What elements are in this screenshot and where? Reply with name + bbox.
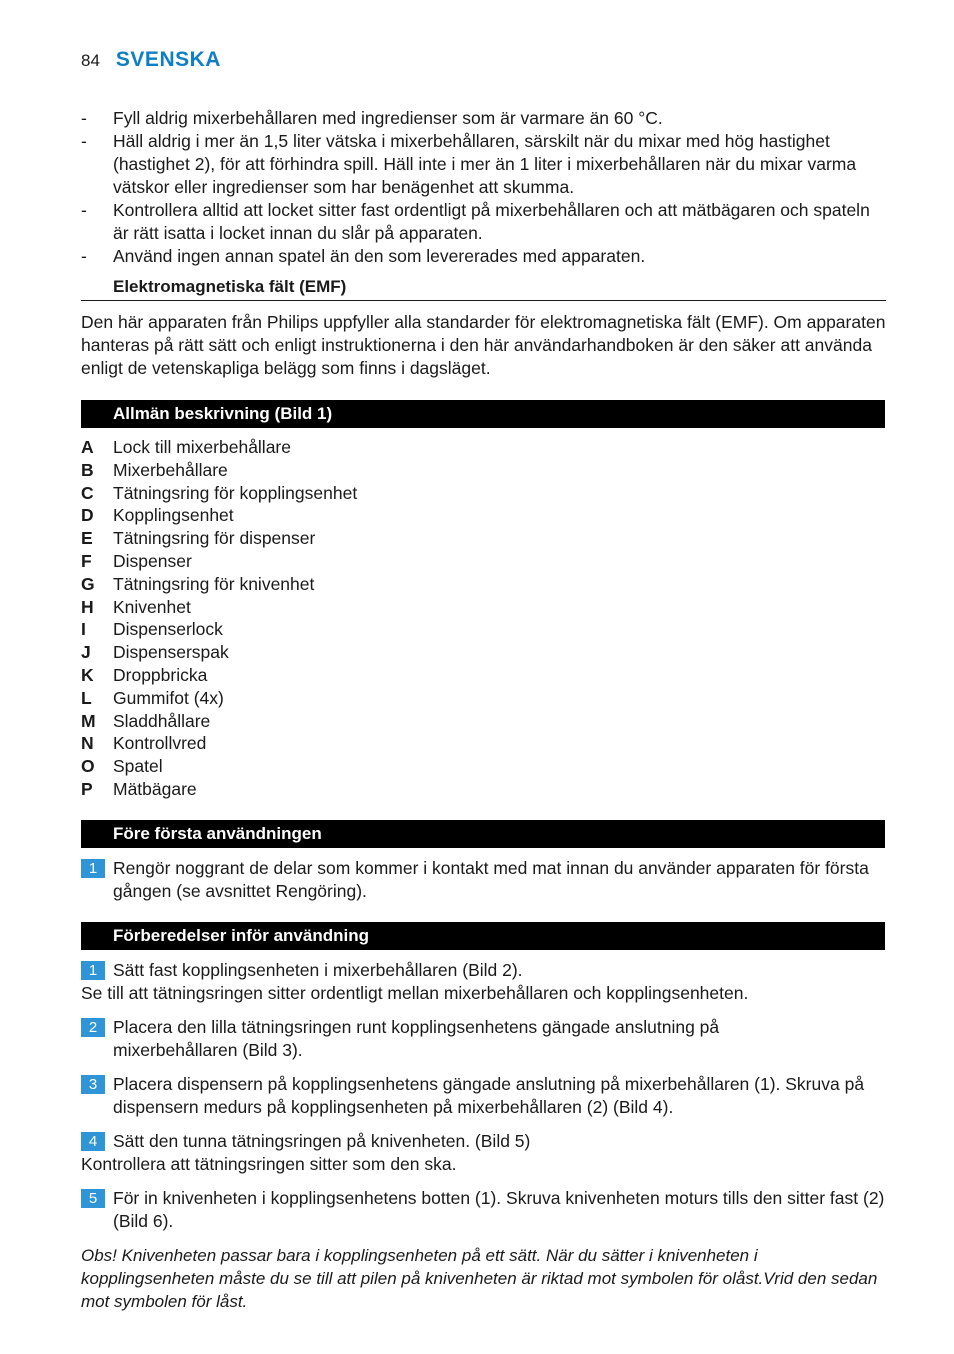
page-number: 84 [81, 51, 100, 70]
step-item: 3 Placera dispensern på kopplingsenhetens gängade anslutning på mixerbehållaren (1). Skruva på dispensern medurs på kopplingsenheten på mixerbehållaren (2) (Bild 4). [81, 1073, 886, 1119]
section-heading-description: Allmän beskrivning (Bild 1) [81, 400, 885, 428]
step-item: 5 För in knivenheten i kopplingsenhetens botten (1). Skruva knivenheten moturs tills den sitter fast (2) (Bild 6). [81, 1187, 886, 1233]
part-item: G Tätningsring för knivenhet [81, 573, 315, 594]
part-item: L Gummifot (4x) [81, 687, 224, 708]
language-title: SVENSKA [115, 48, 221, 71]
section-heading-before-first-use: Före första användningen [81, 820, 885, 848]
part-item: I Dispenserlock [81, 619, 223, 640]
step-number-badge: 4 [81, 1132, 105, 1151]
step-item: 1 Sätt fast kopplingsenheten i mixerbehållaren (Bild 2). [81, 959, 886, 982]
parts-list [81, 436, 357, 801]
step-number-badge: 1 [81, 859, 105, 878]
list-item: - Använd ingen annan spatel än den som levererades med apparaten. [81, 246, 646, 266]
step-note: Se till att tätningsringen sitter ordentligt mellan mixerbehållaren och kopplingsenheten. [81, 983, 749, 1003]
part-item: F Dispenser [81, 550, 192, 571]
emf-text: Den här apparaten från Philips uppfyller alla standarder för elektromagnetiska fält (EMF). Om apparaten hanteras på rätt sätt och enligt instruktionerna i den här användarhandboken är den säker att använda enligt de vetenskapliga belägg som finns i dagsläget. [81, 312, 886, 378]
section-heading-preparation: Förberedelser inför användning [81, 922, 885, 950]
part-item: J Dispenserspak [81, 642, 229, 663]
part-item: N Kontrollvred [81, 733, 207, 754]
step-number-badge: 5 [81, 1189, 105, 1208]
part-item: P Mätbägare [81, 778, 197, 799]
part-item: C Tätningsring för kopplingsenhet [81, 482, 358, 503]
step-number-badge: 3 [81, 1075, 105, 1094]
part-item: D Kopplingsenhet [81, 505, 234, 526]
part-item: M Sladdhållare [81, 710, 211, 731]
page-header [81, 48, 221, 72]
step-number-badge: 2 [81, 1018, 105, 1037]
list-item: - Fyll aldrig mixerbehållaren med ingredienser som är varmare än 60 °C. [81, 108, 663, 128]
step-number-badge: 1 [81, 961, 105, 980]
part-item: A Lock till mixerbehållare [81, 437, 291, 457]
part-item: K Droppbricka [81, 664, 208, 685]
part-item: O Spatel [81, 756, 163, 777]
part-item: H Knivenhet [81, 596, 191, 617]
list-item: - Häll aldrig i mer än 1,5 liter vätska i mixerbehållaren, särskilt när du mixar med hög hastighet (hastighet 2), för att förhindra spill. Häll inte i mer än 1 liter i mixerbehållaren när du mixar varma vätskor eller ingredienser som har benägenhet att skumma. [81, 131, 857, 197]
step-note: Kontrollera att tätningsringen sitter som den ska. [81, 1154, 457, 1174]
step-item: 1 Rengör noggrant de delar som kommer i kontakt med mat innan du använder apparaten för första gången (se avsnittet Rengöring). [81, 857, 886, 903]
list-item: - Kontrollera alltid att locket sitter fast ordentligt på mixerbehållaren och att mätbägaren och spateln är rätt isatta i locket innan du slår på apparaten. [81, 200, 870, 243]
warning-list [81, 107, 886, 268]
step-item: 2 Placera den lilla tätningsringen runt kopplingsenhetens gängade anslutning på mixerbehållaren (Bild 3). [81, 1016, 886, 1062]
obs-note: Obs! Knivenheten passar bara i kopplingsenheten på ett sätt. När du sätter i knivenheten i kopplingsenheten måste du se till att pilen på knivenheten är riktad mot symbolen för olåst.Vrid den sedan mot symbolen för låst. [81, 1246, 878, 1311]
part-item: B Mixerbehållare [81, 459, 228, 480]
part-item: E Tätningsring för dispenser [81, 528, 316, 549]
emf-heading: Elektromagnetiska fält (EMF) [81, 277, 886, 301]
step-item: 4 Sätt den tunna tätningsringen på knivenheten. (Bild 5) [81, 1130, 886, 1153]
